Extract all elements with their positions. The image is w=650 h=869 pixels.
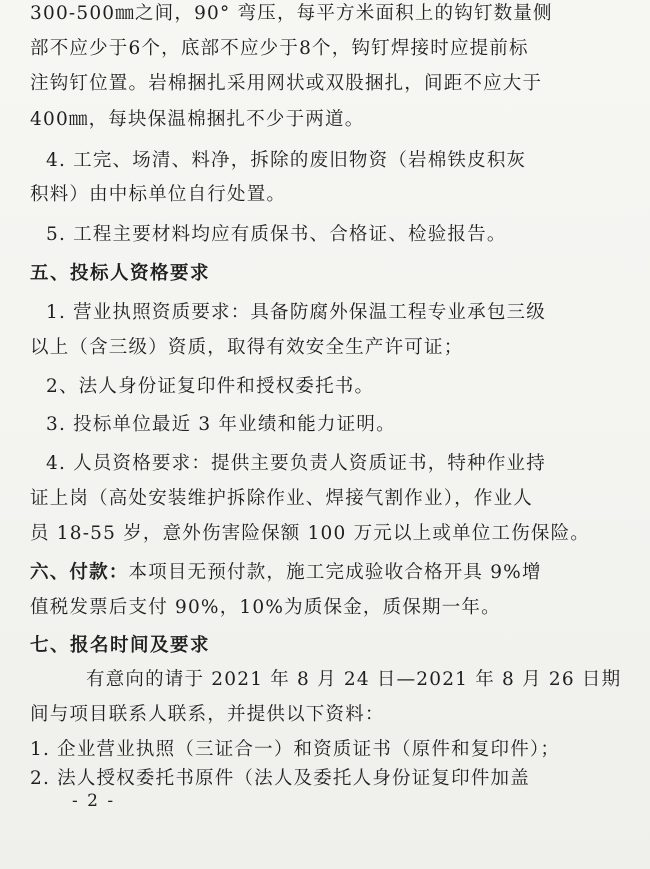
section5-req1-line-2: 以上（含三级）资质，取得有效安全生产许可证； (30, 337, 464, 358)
section7-intro-line-1: 有意向的请于 2021 年 8 月 24 日—2021 年 8 月 26 日期 (86, 669, 622, 690)
section5-heading: 五、投标人资格要求 (30, 263, 211, 284)
section5-req3: 3. 投标单位最近 3 年业绩和能力证明。 (46, 414, 396, 435)
section5-req2: 2、法人身份证复印件和授权委托书。 (46, 376, 375, 397)
item5-line: 5. 工程主要材料均应有质保书、合格证、检验报告。 (46, 224, 507, 245)
section5-req4-line-2: 证上岗（高处安装维护拆除作业、焊接气割作业），作业人 (30, 488, 533, 509)
section6-line-2: 值税发票后支付 90%，10%为质保金，质保期一年。 (30, 597, 501, 618)
continuation-line-3: 注钩钉位置。岩棉捆扎采用网状或双股捆扎，间距不应大于 (30, 73, 543, 94)
section7-intro-line-2: 间与项目联系人联系，并提供以下资料： (30, 704, 385, 725)
continuation-line-2: 部不应少于6个，底部不应少于8个，钩钉焊接时应提前标 (30, 38, 529, 59)
section7-doc-1: 1. 企业营业执照（三证合一）和资质证书（原件和复印件）； (30, 739, 561, 760)
continuation-line-1: 300-500㎜之间，90° 弯压，每平方米面积上的钩钉数量侧 (30, 3, 553, 24)
section6-label: 六、付款： (30, 562, 129, 583)
continuation-line-4: 400㎜，每块保温棉捆扎不少于两道。 (30, 109, 365, 130)
section6-line-1 (30, 561, 542, 585)
page-number: - 2 - (72, 791, 116, 811)
section6-line-1-text: 本项目无预付款，施工完成验收合格开具 9%增 (128, 562, 542, 583)
section7-heading: 七、报名时间及要求 (30, 635, 211, 656)
section5-req4-line-3: 员 18-55 岁，意外伤害险保额 100 万元以上或单位工伤保险。 (30, 523, 590, 544)
section5-req4-line-1: 4. 人员资格要求：提供主要负责人资质证书，特种作业持 (46, 453, 546, 474)
section5-req1-line-1: 1. 营业执照资质要求：具备防腐外保温工程专业承包三级 (46, 302, 546, 323)
item4-line-1: 4. 工完、场清、料净，拆除的废旧物资（岩棉铁皮积灰 (46, 150, 527, 171)
item4-line-2: 积料）由中标单位自行处置。 (30, 184, 287, 205)
section7-doc-2: 2. 法人授权委托书原件（法人及委托人身份证复印件加盖 (30, 768, 530, 789)
